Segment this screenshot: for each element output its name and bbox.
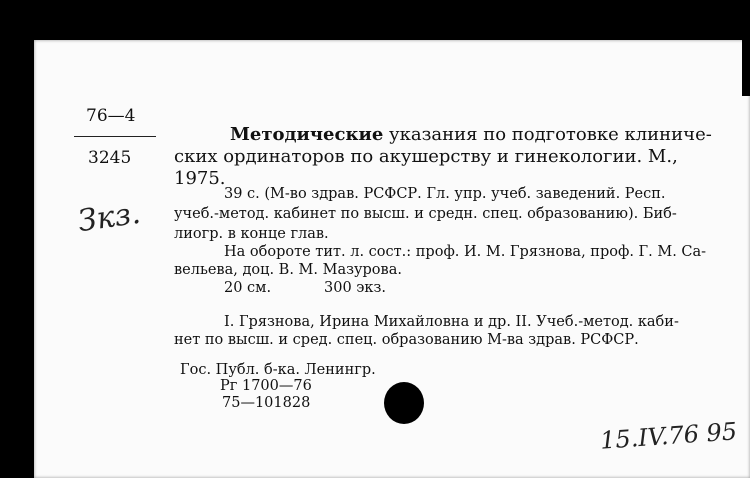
- shelf-mark-bottom: 3245: [88, 148, 132, 168]
- compiler-line-2: вельева, доц. В. М. Мазурова.: [174, 262, 402, 278]
- catalog-card: [34, 40, 750, 478]
- card-edge-shadow: [742, 36, 750, 96]
- library-name: Гос. Публ. б-ка. Ленингр.: [180, 362, 376, 378]
- description-line-3: лиогр. в конце глав.: [174, 226, 329, 242]
- card-number: 75—101828: [222, 395, 311, 411]
- title-rest: указания по подготовке клиниче-: [383, 124, 712, 145]
- shelf-mark-divider: [74, 136, 156, 137]
- description-line-2: учеб.-метод. кабинет по высш. и средн. спец. образованию). Биб-: [174, 206, 677, 222]
- tracing-line-2: нет по высш. и сред. спец. образованию М-ва здрав. РСФСР.: [174, 332, 639, 348]
- title-line-1: [230, 124, 712, 145]
- handwritten-note: Зкз.: [75, 195, 143, 240]
- title-line-2: ских ординаторов по акушерству и гинекологии. М.,: [174, 146, 678, 167]
- tracing-line-1: I. Грязнова, Ирина Михайловна и др. II. Учеб.-метод. каби-: [224, 314, 679, 330]
- handwritten-date: 15.IV.76 95: [599, 417, 738, 455]
- description-line-1: 39 с. (М-во здрав. РСФСР. Гл. упр. учеб. заведений. Респ.: [224, 186, 666, 202]
- title-bold: Методические: [230, 124, 384, 145]
- shelf-mark-top: 76—4: [86, 106, 136, 126]
- copies-info: 300 экз.: [324, 280, 386, 296]
- punch-hole: [384, 382, 424, 424]
- registration-number: Рг 1700—76: [220, 378, 312, 394]
- compiler-line-1: На обороте тит. л. сост.: проф. И. М. Грязнова, проф. Г. М. Са-: [224, 244, 707, 260]
- size-info: 20 см.: [224, 280, 272, 296]
- title-line-3: 1975.: [174, 168, 226, 189]
